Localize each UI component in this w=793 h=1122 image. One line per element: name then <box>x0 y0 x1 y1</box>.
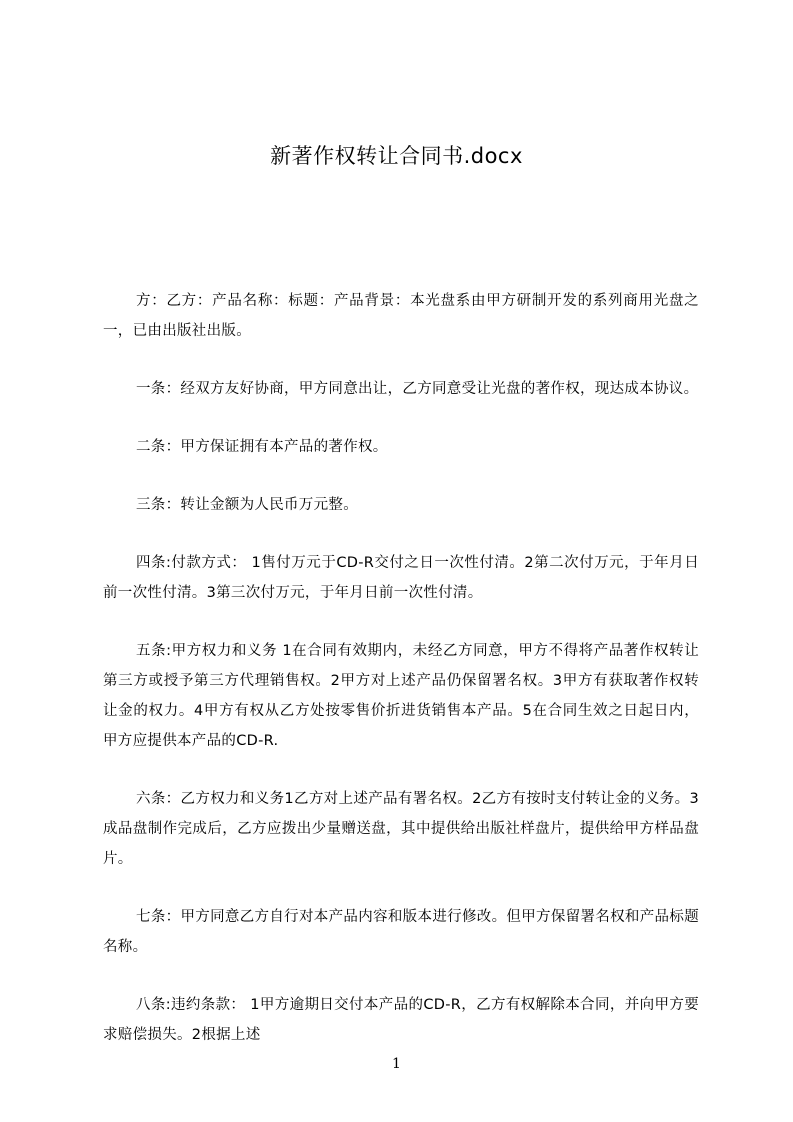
document-title: 新著作权转让合同书.docx <box>270 144 523 168</box>
paragraph-article-5: 五条:甲方权力和义务 1在合同有效期内，未经乙方同意，甲方不得将产品著作权转让第三方或授予第三方代理销售权。2甲方对上述产品仍保留署名权。3甲方有获取著作权转让金的权力。4甲方有权从乙方处按零售价折进货销售本产品。5在合同生效之日起日内，甲方应提供本产品的CD-R. <box>103 643 699 749</box>
paragraph-article-7: 七条：甲方同意乙方自行对本产品内容和版本进行修改。但甲方保留署名权和产品标题名称。 <box>103 909 699 955</box>
document-body <box>103 286 699 1078</box>
page-number: 1 <box>392 1056 401 1072</box>
paragraph-article-8: 八条:违约条款： 1甲方逾期日交付本产品的CD-R，乙方有权解除本合同，并向甲方要求赔偿损失。2根据上述 <box>103 997 699 1043</box>
paragraph-article-2: 二条：甲方保证拥有本产品的著作权。 <box>136 439 388 455</box>
paragraph-article-3: 三条：转让金额为人民币万元整。 <box>136 497 358 513</box>
paragraph-intro: 方：乙方：产品名称：标题：产品背景：本光盘系由甲方研制开发的系列商用光盘之一，已由出版社出版。 <box>103 293 699 339</box>
paragraph-article-1: 一条：经双方友好协商，甲方同意出让，乙方同意受让光盘的著作权，现达成本协议。 <box>136 381 699 397</box>
paragraph-article-4: 四条:付款方式： 1售付万元于CD-R交付之日一次性付清。2第二次付万元，于年月日前一次性付清。3第三次付万元，于年月日前一次性付清。 <box>103 555 699 601</box>
paragraph-article-6: 六条：乙方权力和义务1乙方对上述产品有署名权。2乙方有按时支付转让金的义务。3成品盘制作完成后，乙方应拨出少量赠送盘，其中提供给出版社样盘片，提供给甲方样品盘片。 <box>103 791 699 867</box>
